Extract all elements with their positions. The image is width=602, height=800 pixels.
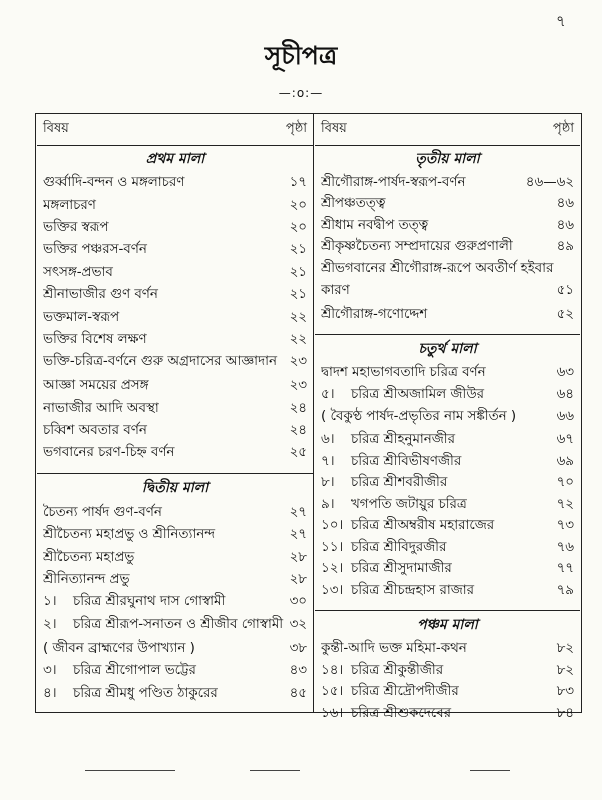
right-column-body	[315, 146, 580, 725]
toc-entry	[315, 559, 580, 581]
toc-entry-page: ৭৩	[556, 518, 574, 534]
entry-text: শ্রীচৈতন্য মহাপ্রভু ও শ্রীনিত্যানন্দ	[43, 527, 215, 543]
toc-entry-title	[321, 660, 557, 682]
section-heading: দ্বিতীয় মালা	[37, 473, 313, 502]
footer-rule	[470, 770, 510, 771]
entry-text: ভক্তির পঞ্চরস-বর্ণন	[43, 242, 147, 258]
footer-rule	[250, 770, 300, 771]
toc-entry-title	[43, 660, 290, 682]
entry-number: ১৩।	[321, 582, 344, 598]
toc-entry	[315, 639, 580, 661]
entry-number: ৬।	[321, 432, 335, 448]
toc-entry-page: ৫২	[556, 306, 574, 322]
toc-entry	[37, 398, 313, 420]
toc-entry	[315, 473, 580, 495]
toc-entry-page: ৮২	[556, 662, 574, 678]
page-number: ৭	[556, 12, 566, 30]
entry-text: শ্রীধাম নবদ্বীপ তত্ত্ব	[321, 217, 429, 233]
toc-entry	[37, 502, 313, 524]
toc-entry	[37, 614, 313, 638]
toc-entry	[315, 363, 580, 385]
left-column	[37, 113, 313, 705]
toc-entry-page: ২২	[289, 331, 307, 347]
entry-text: নাভাজীর আদি অবস্থা	[43, 400, 159, 416]
toc-entry	[315, 660, 580, 682]
column-header	[37, 113, 313, 146]
toc-entry	[315, 703, 580, 725]
toc-entry-page: ২২	[289, 309, 307, 325]
toc-entry-page: ২১	[289, 242, 307, 258]
section-heading: চতুর্থ মালা	[315, 334, 580, 363]
entry-text: ( জীবন ব্রাহ্মণের উপাখ্যান )	[43, 640, 195, 656]
entry-text: চরিত্র শ্রীহনুমানজীর	[351, 432, 455, 448]
toc-entry-title	[321, 558, 557, 580]
toc-entry-title	[321, 638, 557, 660]
subject-header: বিষয়	[43, 120, 69, 136]
entry-text: কুন্তী-আদি ভক্ত মহিমা-কথন	[321, 641, 467, 657]
toc-entry-page: ৭৯	[556, 582, 574, 598]
toc-entry	[315, 516, 580, 538]
toc-entry	[37, 638, 313, 660]
entry-text: চরিত্র শ্রীচন্দ্রহাস রাজার	[351, 582, 475, 598]
toc-entry-page: ৬৩	[556, 365, 574, 381]
entry-text: গুর্ব্বাদি-বন্দন ও মঙ্গলাচরণ	[43, 175, 185, 191]
toc-entry	[315, 194, 580, 216]
toc-entry-title	[43, 284, 290, 306]
toc-entry-title	[321, 258, 557, 302]
toc-entry-page: ৩৮	[289, 640, 307, 656]
toc-entry-page: ৭৭	[556, 561, 574, 577]
column-divider	[313, 113, 314, 713]
toc-entry-title	[321, 580, 557, 602]
toc-entry-page: ৪৩	[289, 663, 307, 679]
toc-entry-title	[321, 172, 526, 194]
toc-entry-page: ২৩	[289, 354, 307, 370]
entry-text: চৈতন্য পার্ষদ গুণ-বর্ণন	[43, 504, 162, 520]
toc-entry	[37, 420, 313, 442]
toc-entry	[37, 569, 313, 591]
toc-entry	[37, 442, 313, 464]
entry-text: চরিত্র শ্রীমধু পণ্ডিত ঠাকুরের	[73, 685, 218, 701]
subject-header: বিষয়	[321, 120, 347, 136]
toc-entry-page: ৪৫	[289, 685, 307, 701]
toc-entry-title	[43, 172, 290, 194]
toc-entry-title	[43, 683, 290, 705]
toc-entry	[37, 239, 313, 261]
entry-text: চরিত্র শ্রীরঘুনাথ দাস গোস্বামী	[73, 594, 226, 610]
toc-entry-page: ৭২	[556, 496, 574, 512]
entry-text: শ্রীভগবানের শ্রীগৌরাঙ্গ-রূপে অবতীর্ণ হইবার কারণ	[321, 261, 554, 298]
entry-text: চরিত্র শ্রীসুদামাজীর	[351, 561, 452, 577]
entry-number: ২।	[43, 616, 57, 632]
entry-number: ১১।	[321, 539, 344, 555]
entry-text: শ্রীনিত্যানন্দ প্রভু	[43, 572, 130, 588]
toc-entry	[37, 351, 313, 375]
toc-entry	[315, 494, 580, 516]
entry-text: চরিত্র শ্রীকুন্তীজীর	[351, 662, 444, 678]
toc-entry	[315, 384, 580, 406]
entry-text: চরিত্র শ্রীঅম্বরীষ মহারাজের	[351, 518, 495, 534]
entry-number: ১৫।	[321, 684, 344, 700]
entry-text: ভক্তমাল-স্বরূপ	[43, 309, 120, 325]
toc-entry-page: ৬৪	[556, 386, 574, 402]
toc-entry-title	[321, 384, 557, 406]
toc-entry	[37, 262, 313, 284]
toc-entry-title	[321, 494, 557, 516]
entry-number: ৩।	[43, 663, 57, 679]
entry-number: ৮।	[321, 475, 335, 491]
toc-entry-title	[321, 537, 557, 559]
entry-text: চরিত্র শ্রীরূপ-সনাতন ও শ্রীজীব গোস্বামী	[73, 616, 284, 632]
toc-entry-title	[43, 569, 290, 591]
toc-entry	[315, 172, 580, 194]
entry-number: ১।	[43, 594, 57, 610]
toc-entry	[37, 329, 313, 351]
toc-entry-title	[43, 420, 290, 442]
entry-text: শ্রীপঞ্চতত্ত্ব	[321, 196, 386, 212]
toc-entry-page: ২৮	[289, 572, 307, 588]
toc-entry-title	[43, 195, 290, 217]
right-column	[315, 113, 580, 725]
entry-text: আজ্ঞা সময়ের প্রসঙ্গ	[43, 378, 149, 394]
toc-entry	[315, 451, 580, 473]
toc-entry-page: ২৭	[289, 504, 307, 520]
toc-entry-page: ৮৪	[556, 705, 574, 721]
toc-entry-title	[321, 362, 557, 384]
entry-text: মঙ্গলাচরণ	[43, 197, 96, 213]
toc-entry-title	[43, 442, 290, 464]
section-heading: তৃতীয় মালা	[415, 151, 480, 167]
toc-entry-page: ২০	[289, 197, 307, 213]
toc-entry-title	[321, 215, 557, 237]
toc-entry-page: ৩০	[289, 594, 307, 610]
toc-entry-page: ২৫	[289, 445, 307, 461]
entry-text: চব্বিশ অবতার বর্ণন	[43, 423, 147, 439]
toc-entry-page: ২০	[289, 219, 307, 235]
entry-number: ১০।	[321, 518, 344, 534]
entry-text: চরিত্র শ্রীদ্রৌপদীজীর	[351, 684, 459, 700]
toc-entry	[37, 524, 313, 546]
toc-entry-title	[321, 304, 557, 326]
toc-entry-page: ২৪	[289, 400, 307, 416]
toc-entry	[37, 306, 313, 328]
entry-text: শ্রীগৌরাঙ্গ-পার্ষদ-স্বরূপ-বর্ণন	[321, 174, 466, 190]
toc-entry-title	[321, 451, 557, 473]
entry-text: চরিত্র শ্রীশবরীজীর	[351, 475, 448, 491]
entry-text: চরিত্র শ্রীবিভীষণজীর	[351, 453, 462, 469]
toc-entry-title	[43, 614, 290, 636]
toc-entry-page: ৪৬	[556, 217, 574, 233]
toc-entry-title	[43, 547, 290, 569]
entry-text: ভক্তির বিশেষ লক্ষণ	[43, 331, 147, 347]
toc-entry-page: ৫১	[556, 283, 574, 298]
page-title: সূচীপত্র	[264, 41, 338, 70]
toc-entry-title	[43, 524, 290, 546]
left-column-body	[37, 146, 313, 705]
entry-number: ১২।	[321, 561, 344, 577]
toc-entry-page: ২৮	[289, 549, 307, 565]
toc-entry-title	[43, 375, 290, 397]
column-header	[315, 113, 580, 146]
toc-entry-page: ৮২	[556, 641, 574, 657]
entry-number: ৪।	[43, 685, 57, 701]
toc-entry	[37, 546, 313, 568]
toc-entry	[37, 591, 313, 613]
toc-entry-title	[43, 398, 290, 420]
toc-entry-title	[43, 638, 290, 660]
toc-entry	[315, 682, 580, 704]
entry-number: ১৪।	[321, 662, 344, 678]
toc-entry-page: ১৭	[289, 175, 307, 191]
toc-entry	[315, 580, 580, 602]
toc-entry-page: ৬৬	[556, 408, 574, 424]
entry-number: ৭।	[321, 453, 335, 469]
toc-entry	[315, 258, 580, 304]
entry-number: ১৬।	[321, 705, 344, 721]
toc-entry-title	[43, 502, 290, 524]
entry-text: ভক্তি-চরিত্র-বর্ণনে গুরু অগ্রদাসের আজ্ঞাদান	[43, 354, 277, 370]
entry-number: ৫।	[321, 386, 335, 402]
toc-entry	[315, 304, 580, 326]
toc-entry	[315, 406, 580, 430]
toc-entry-title	[43, 307, 290, 329]
toc-entry-title	[321, 681, 557, 703]
toc-entry-title	[43, 217, 290, 239]
entry-text: খগপতি জটায়ুর চরিত্র	[351, 496, 467, 512]
toc-entry-page: ৬৯	[556, 453, 574, 469]
toc-entry-page: ২৪	[289, 423, 307, 439]
toc-entry	[315, 237, 580, 259]
footer-rule	[85, 770, 175, 771]
entry-text: শ্রীনাভাজীর গুণ বর্ণন	[43, 287, 158, 303]
entry-text: চরিত্র শ্রীশুকদেবের	[351, 705, 451, 721]
toc-entry-page: ৪৬—৬২	[525, 174, 574, 190]
entry-text: ভগবানের চরণ-চিহ্ন বর্ণন	[43, 445, 175, 461]
toc-entry	[37, 194, 313, 216]
title-ornament: —:o:—	[278, 86, 324, 100]
section-heading: প্রথম মালা	[145, 151, 205, 167]
toc-entry-title	[321, 236, 557, 258]
toc-entry-page: ২১	[289, 264, 307, 280]
toc-entry-title	[321, 472, 557, 494]
entry-text: চরিত্র শ্রীবিদুরজীর	[351, 539, 447, 555]
toc-entry-title	[321, 429, 557, 451]
toc-entry	[37, 217, 313, 239]
toc-entry	[37, 682, 313, 704]
entry-text: শ্রীগৌরাঙ্গ-গণোদ্দেশ	[321, 306, 428, 322]
toc-entry	[37, 284, 313, 306]
toc-entry	[37, 660, 313, 682]
toc-entry-title	[321, 406, 557, 428]
toc-entry-title	[321, 515, 557, 537]
toc-entry	[315, 215, 580, 237]
toc-entry-page: ২৭	[289, 527, 307, 543]
toc-entry-page: ৬৭	[556, 432, 574, 448]
page-header: পৃষ্ঠা	[552, 120, 574, 136]
entry-text: চরিত্র শ্রীগোপাল ভট্টের	[73, 663, 196, 679]
page-header: পৃষ্ঠা	[285, 120, 307, 136]
toc-entry	[315, 537, 580, 559]
entry-text: শ্রীচৈতন্য মহাপ্রভু	[43, 549, 135, 565]
toc-entry-title	[43, 591, 290, 613]
toc-entry	[315, 430, 580, 452]
entry-text: চরিত্র শ্রীঅজামিল জীউর	[351, 386, 485, 402]
toc-entry	[37, 172, 313, 194]
entry-number: ৯।	[321, 496, 335, 512]
toc-entry-page: ৭০	[556, 475, 574, 491]
toc-entry-page: ৩২	[289, 616, 307, 632]
toc-entry-title	[43, 262, 290, 284]
entry-text: সৎসঙ্গ-প্রভাব	[43, 264, 113, 280]
toc-entry-page: ৭৬	[556, 539, 574, 555]
toc-entry-title	[321, 703, 557, 725]
toc-entry-page: ২১	[289, 287, 307, 303]
toc-entry-page: ৪৯	[556, 239, 574, 255]
entry-text: শ্রীকৃষ্ণচৈতন্য সম্প্রদায়ের গুরুপ্রণালী	[321, 239, 513, 255]
toc-entry-page: ২৩	[289, 378, 307, 394]
section-heading: পঞ্চম মালা	[315, 610, 580, 639]
toc-entry-title	[43, 329, 290, 351]
toc-entry-title	[43, 239, 290, 261]
toc-entry-page: ৪৬	[556, 196, 574, 212]
toc-entry	[37, 375, 313, 397]
entry-text: ( বৈকুণ্ঠ পার্ষদ-প্রভৃতির নাম সঙ্কীর্তন )	[321, 408, 517, 424]
entry-text: দ্বাদশ মহাভাগবতাদি চরিত্র বর্ণন	[321, 365, 486, 381]
toc-entry-title	[43, 351, 290, 373]
toc-entry-title	[321, 193, 557, 215]
toc-entry-page: ৮৩	[556, 684, 574, 700]
entry-text: ভক্তির স্বরূপ	[43, 219, 109, 235]
